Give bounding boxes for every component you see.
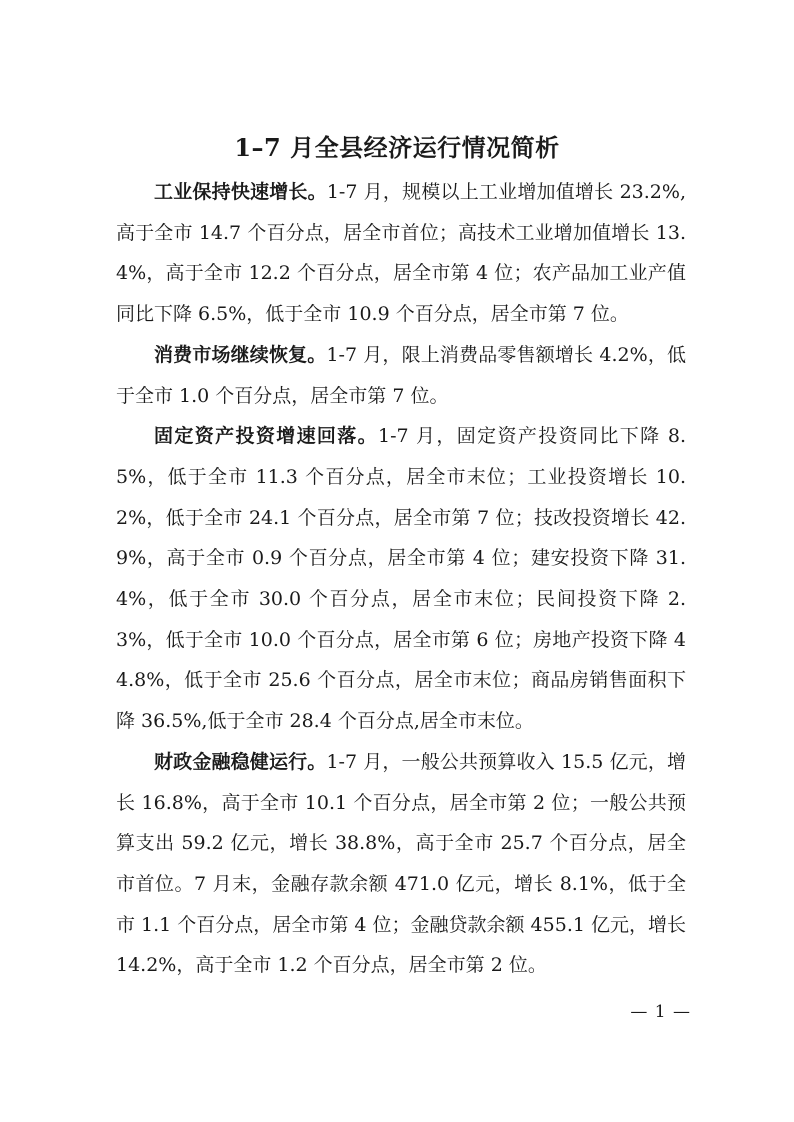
paragraph-consumption — [116, 335, 686, 416]
paragraph-text: 1-7 月，限上消费品零售额增长 4.2%，低于全市 1.0 个百分点，居全市第 7 位。 — [116, 343, 686, 407]
paragraph-lead: 财政金融稳健运行。 — [154, 750, 327, 773]
page-number: — 1 — — [630, 1002, 691, 1022]
document-body — [116, 172, 686, 986]
paragraph-investment — [116, 416, 686, 742]
paragraph-text: 1-7 月，一般公共预算收入 15.5 亿元，增长 16.8%，高于全市 10.1 个百分点，居全市第 2 位；一般公共预算支出 59.2 亿元，增长 38.8%，高于全市 25.7 个百分点，居全市首位。7 月末，金融存款余额 471.0 亿元，增长 8.1%，低于全市 1.1 个百分点，居全市第 4 位；金融贷款余额 455.1 亿元，增长 14.2%，高于全市 1.2 个百分点，居全市第 2 位。 — [116, 750, 686, 977]
paragraph-text: 1-7 月，规模以上工业增加值增长 23.2%,高于全市 14.7 个百分点，居全市首位；高技术工业增加值增长 13.4%，高于全市 12.2 个百分点，居全市第 4 位；农产品加工业产值同比下降 6.5%，低于全市 10.9 个百分点，居全市第 7 位。 — [116, 181, 686, 326]
document-title: 1–7 月全县经济运行情况简析 — [234, 133, 560, 163]
paragraph-lead: 固定资产投资增速回落。 — [154, 425, 379, 448]
paragraph-lead: 工业保持快速增长。 — [154, 181, 327, 203]
paragraph-finance — [116, 742, 686, 986]
paragraph-lead: 消费市场继续恢复。 — [154, 343, 327, 366]
paragraph-text: 1-7 月，固定资产投资同比下降 8.5%，低于全市 11.3 个百分点，居全市末位；工业投资增长 10.2%，低于全市 24.1 个百分点，居全市第 7 位；技改投资增长 42.9%，高于全市 0.9 个百分点，居全市第 4 位；建安投资下降 31.4%，低于全市 30.0 个百分点，居全市末位；民间投资下降 2.3%，低于全市 10.0 个百分点，居全市第 6 位；房地产投资下降 44.8%，低于全市 25.6 个百分点，居全市末位；商品房销售面积下降 36.5%,低于全市 28.4 个百分点,居全市末位。 — [116, 425, 686, 733]
paragraph-industry — [116, 172, 686, 335]
